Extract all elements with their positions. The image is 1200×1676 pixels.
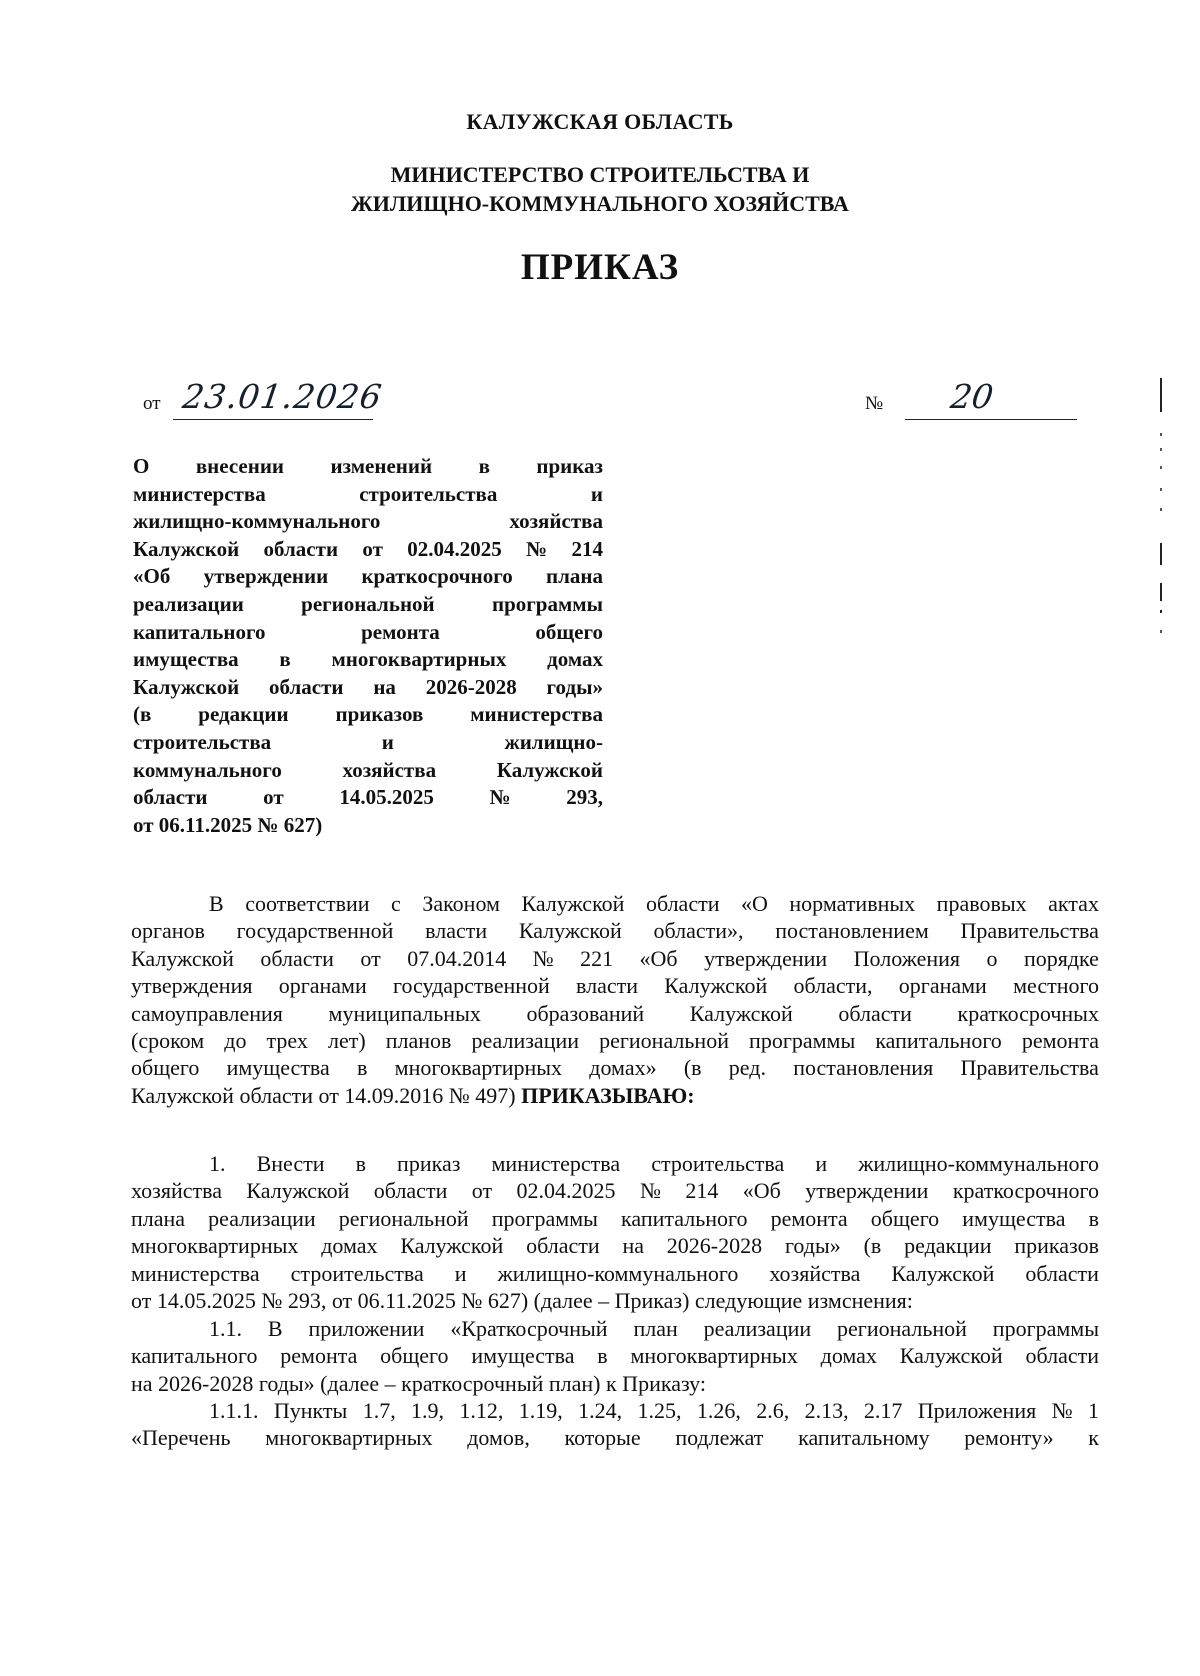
word: 1.1.1. xyxy=(209,1398,259,1423)
word: которые xyxy=(564,1425,641,1451)
number-field xyxy=(865,377,1085,423)
subject-word: домах xyxy=(547,647,603,672)
subject-word: 293, xyxy=(566,785,603,810)
word: Пункты xyxy=(273,1398,348,1423)
subject-word: редакции xyxy=(198,702,289,727)
word: Калужской xyxy=(689,1000,793,1026)
word: 1.24, xyxy=(578,1398,623,1423)
word: утверждении xyxy=(805,1178,929,1204)
subject-word: годы» xyxy=(546,674,603,699)
subject-block xyxy=(133,453,603,839)
word: 1.19, xyxy=(518,1398,563,1423)
text-line xyxy=(131,890,1099,917)
subject-word: приказов xyxy=(335,702,424,727)
date-prefix: от xyxy=(143,393,161,414)
subject-word: 214 xyxy=(571,536,603,561)
word: с xyxy=(391,891,401,916)
subject-word: изменений xyxy=(330,454,433,478)
word: В xyxy=(209,891,224,916)
word: В xyxy=(267,1316,283,1341)
word: программы xyxy=(491,1205,598,1231)
subject-word: коммунального xyxy=(133,757,282,782)
word: министерства xyxy=(491,1151,621,1176)
subject-word: от xyxy=(362,536,383,561)
subject-word: министерства xyxy=(133,481,266,506)
region-heading: КАЛУЖСКАЯ ОБЛАСТЬ xyxy=(466,109,734,134)
word: хозяйства xyxy=(131,1178,222,1204)
subject-word: плана xyxy=(545,564,603,589)
word: 02.04.2025 xyxy=(516,1178,616,1204)
subject-word: краткосрочного xyxy=(361,564,513,589)
word: на xyxy=(622,1233,644,1259)
word: 221 xyxy=(580,945,614,971)
paragraph-last-text: Калужской области от 14.09.2016 № 497) xyxy=(131,1082,522,1108)
word: № xyxy=(639,1178,661,1204)
word: домах xyxy=(321,1233,378,1259)
subject-word: (в xyxy=(133,702,152,727)
document-type-title: ПРИКАЗ xyxy=(520,247,680,288)
word: реализации xyxy=(471,1027,580,1053)
word: домах xyxy=(820,1343,877,1369)
subject-word: программы xyxy=(491,591,603,616)
date-underline xyxy=(173,419,373,420)
word: хозяйства xyxy=(769,1260,861,1286)
word: (сроком xyxy=(131,1027,205,1053)
word: о xyxy=(986,945,998,971)
word: домах» xyxy=(589,1055,657,1081)
subject-word: и xyxy=(590,481,603,506)
handwritten-date: 23.01.2026 xyxy=(180,377,385,416)
word: годы» xyxy=(784,1233,841,1259)
word: программы xyxy=(749,1027,856,1053)
word: Калужской xyxy=(521,891,625,916)
subject-word: реализации xyxy=(133,591,244,616)
word: «Об xyxy=(742,1178,781,1204)
word: власти xyxy=(576,973,639,999)
word: от xyxy=(360,945,381,971)
word: (в xyxy=(683,1055,702,1081)
subject-word: строительства xyxy=(359,481,498,506)
subject-word: области xyxy=(269,674,344,699)
word: имущества xyxy=(226,1055,330,1081)
word: «Краткосрочный xyxy=(450,1316,608,1341)
subject-word: хозяйства xyxy=(342,757,437,782)
word: региональной xyxy=(338,1205,469,1231)
word: капитального xyxy=(131,1343,258,1369)
text-line xyxy=(131,1232,1099,1259)
subject-word: № xyxy=(489,785,511,810)
subject-word: в xyxy=(279,647,291,672)
word: образований xyxy=(526,1000,645,1026)
word: многоквартирных xyxy=(630,1343,798,1369)
word: ремонта xyxy=(280,1343,358,1369)
word: области xyxy=(1025,1343,1099,1369)
ministry-heading xyxy=(0,160,1200,218)
subject-word: внесении xyxy=(195,454,285,478)
subject-line xyxy=(133,784,603,812)
word: области, xyxy=(793,973,873,999)
subject-word: 14.05.2025 xyxy=(339,785,434,810)
word: строительства xyxy=(290,1260,424,1286)
word: редакции xyxy=(904,1233,992,1259)
word: реализации xyxy=(208,1205,316,1231)
word: актах xyxy=(1048,891,1099,916)
word: строительства xyxy=(651,1151,785,1176)
word: 214 xyxy=(685,1178,719,1204)
word: № xyxy=(1051,1398,1073,1423)
word: 1.7, xyxy=(362,1398,396,1423)
preamble-paragraph xyxy=(131,890,1099,1109)
word: постановлением xyxy=(775,918,929,944)
text-line xyxy=(131,1205,1099,1232)
word: органами xyxy=(898,973,987,999)
subject-word: и xyxy=(381,729,394,754)
word: в xyxy=(597,1343,608,1369)
word: капитального xyxy=(621,1205,748,1231)
item-1-1-1-paragraph xyxy=(131,1397,1099,1452)
word: общего xyxy=(380,1343,449,1369)
word: многоквартирных xyxy=(394,1055,563,1081)
word: ремонта xyxy=(770,1205,848,1231)
subject-word: жилищно- xyxy=(504,729,603,754)
word: области xyxy=(645,891,720,916)
word: от xyxy=(471,1178,493,1204)
subject-line xyxy=(133,453,603,481)
word: плана xyxy=(131,1205,186,1231)
word: Калужской xyxy=(131,945,234,971)
subject-word: «Об xyxy=(133,564,171,589)
word: жилищно-коммунального xyxy=(497,1260,739,1286)
word: государственной xyxy=(393,973,550,999)
word: общего xyxy=(870,1205,940,1231)
text-line xyxy=(131,1150,1099,1177)
word: 07.04.2014 xyxy=(407,945,507,971)
subject-word: утверждении xyxy=(203,564,329,589)
word: общего xyxy=(131,1055,200,1081)
word: органами xyxy=(278,973,367,999)
word: к xyxy=(1088,1425,1099,1451)
text-line xyxy=(131,1315,1099,1342)
word: в xyxy=(355,1151,366,1176)
word: капитального xyxy=(875,1027,1002,1053)
word: 2.13, xyxy=(804,1398,849,1423)
word: (в xyxy=(863,1233,882,1259)
word: Положения xyxy=(853,945,961,971)
subject-word: хозяйства xyxy=(509,509,603,534)
subject-line xyxy=(133,757,603,785)
subject-line xyxy=(133,646,603,674)
word: государственной xyxy=(236,918,394,944)
subject-line xyxy=(133,563,603,591)
word: программы xyxy=(992,1316,1099,1341)
word: утверждения xyxy=(131,973,253,999)
word: области xyxy=(1025,1260,1099,1286)
word: 1.25, xyxy=(637,1398,682,1423)
subject-word: области xyxy=(133,785,208,810)
word: соответствии xyxy=(245,891,370,916)
subject-word: в xyxy=(478,454,490,478)
text-line xyxy=(131,1397,1099,1424)
word: ремонта xyxy=(1021,1027,1099,1053)
subject-line xyxy=(133,481,603,509)
command-word: ПРИКАЗЫВАЮ: xyxy=(521,1082,695,1108)
subject-word: 02.04.2025 xyxy=(407,536,502,561)
text-line xyxy=(131,1000,1099,1027)
handwritten-number: 20 xyxy=(948,377,996,416)
word: и xyxy=(454,1260,467,1286)
subject-line xyxy=(133,619,603,647)
text-line xyxy=(131,1260,1099,1287)
subject-word: капитального xyxy=(133,619,266,644)
subject-word: № xyxy=(526,536,548,561)
number-underline xyxy=(905,419,1077,420)
word: приложении xyxy=(308,1316,425,1341)
word: 1.9, xyxy=(411,1398,445,1423)
word: краткосрочного xyxy=(952,1178,1099,1204)
word: нормативных xyxy=(789,891,916,916)
word: и xyxy=(815,1151,828,1176)
word: Калужской xyxy=(891,1260,995,1286)
subject-line xyxy=(133,591,603,619)
word: области», xyxy=(653,918,744,944)
word: утверждении xyxy=(704,945,828,971)
word: 1 xyxy=(1087,1398,1099,1423)
word: области xyxy=(526,1233,600,1259)
text-line xyxy=(131,972,1099,999)
word: органов xyxy=(131,918,205,944)
subject-word: Калужской xyxy=(133,674,240,699)
word: Калужской xyxy=(246,1178,350,1204)
word: ред. xyxy=(728,1055,766,1081)
subject-line xyxy=(133,701,603,729)
word: «О xyxy=(741,891,768,916)
subject-word: на xyxy=(373,674,396,699)
paragraph-last-text: от 14.05.2025 № 293, от 06.11.2025 № 627) (далее – Приказ) следующие измснения: xyxy=(131,1287,913,1313)
text-line-last xyxy=(131,1370,1099,1397)
word: самоуправления xyxy=(131,1000,283,1026)
subject-word: строительства xyxy=(133,729,272,754)
item-1-1-paragraph xyxy=(131,1315,1099,1397)
word: 1.1. xyxy=(209,1316,242,1341)
subject-line xyxy=(133,508,603,536)
subject-word: общего xyxy=(535,619,603,644)
word: в xyxy=(1088,1205,1099,1231)
word: краткосрочных xyxy=(957,1000,1099,1026)
text-line xyxy=(131,1027,1099,1054)
text-line xyxy=(131,1342,1099,1369)
word: региональной xyxy=(599,1027,729,1053)
text-line xyxy=(131,1424,1099,1451)
word: 2026-2028 xyxy=(666,1233,763,1259)
word: Калужской xyxy=(518,918,622,944)
word: Внести xyxy=(256,1151,325,1176)
word: капитальному xyxy=(798,1425,930,1451)
scan-edge-marks xyxy=(1158,378,1166,648)
word: в xyxy=(357,1055,368,1081)
word: 2.6, xyxy=(756,1398,790,1423)
word: Правительства xyxy=(960,1055,1099,1081)
word: трех xyxy=(266,1027,308,1053)
word: приказ xyxy=(397,1151,461,1176)
word: правовых xyxy=(936,891,1027,916)
word: имущества xyxy=(962,1205,1066,1231)
word: 1. xyxy=(209,1151,226,1176)
word: «Об xyxy=(639,945,678,971)
subject-word: от xyxy=(263,785,284,810)
word: Калужской xyxy=(664,973,768,999)
subject-word: региональной xyxy=(301,591,435,616)
word: региональной xyxy=(837,1316,967,1341)
text-line-last xyxy=(131,1287,1099,1314)
word: постановления xyxy=(793,1055,934,1081)
word: реализации xyxy=(703,1316,812,1341)
text-line xyxy=(131,917,1099,944)
word: области xyxy=(260,945,334,971)
word: домов, xyxy=(467,1425,530,1451)
subject-line xyxy=(133,536,603,564)
text-line xyxy=(131,1054,1099,1081)
word: 1.26, xyxy=(696,1398,741,1423)
subject-word: ремонта xyxy=(361,619,440,644)
subject-word: приказ xyxy=(536,454,603,478)
subject-line xyxy=(133,729,603,757)
word: министерства xyxy=(131,1260,260,1286)
subject-word: многоквартирных xyxy=(331,647,507,672)
date-field xyxy=(143,377,385,423)
word: порядке xyxy=(1023,945,1099,971)
word: № xyxy=(532,945,554,971)
word: местного xyxy=(1013,973,1099,999)
word: Калужской xyxy=(899,1343,1003,1369)
subject-line xyxy=(133,674,603,702)
word: 1.12, xyxy=(459,1398,504,1423)
ministry-line-1: МИНИСТЕРСТВО СТРОИТЕЛЬСТВА И xyxy=(390,162,810,187)
word: до xyxy=(224,1027,247,1053)
subject-word: от 06.11.2025 № 627) xyxy=(133,812,323,837)
number-prefix: № xyxy=(865,393,884,414)
word: жилищно-коммунального xyxy=(858,1151,1099,1176)
text-line-last xyxy=(131,1082,1099,1109)
subject-line xyxy=(133,812,603,840)
text-line xyxy=(131,1177,1099,1204)
text-line xyxy=(131,945,1099,972)
word: Калужской xyxy=(400,1233,504,1259)
word: подлежат xyxy=(675,1425,764,1451)
word: власти xyxy=(425,918,488,944)
subject-word: Калужской xyxy=(496,757,603,782)
paragraph-last-text: на 2026-2028 годы» (далее – краткосрочный план) к Приказу: xyxy=(131,1370,707,1396)
subject-word: министерства xyxy=(470,702,603,727)
word: многоквартирных xyxy=(265,1425,433,1451)
word: муниципальных xyxy=(328,1000,481,1026)
ministry-line-2: ЖИЛИЩНО-КОММУНАЛЬНОГО ХОЗЯЙСТВА xyxy=(351,191,849,216)
subject-word: Калужской xyxy=(133,536,240,561)
word: Законом xyxy=(422,891,500,916)
subject-word: жилищно-коммунального xyxy=(133,509,381,534)
word: Приложения xyxy=(917,1398,1037,1423)
word: приказов xyxy=(1014,1233,1099,1259)
word: планов xyxy=(385,1027,452,1053)
word: Правительства xyxy=(960,918,1099,944)
subject-word: 2026-2028 xyxy=(425,674,517,699)
word: многоквартирных xyxy=(131,1233,299,1259)
subject-word: области xyxy=(263,536,339,561)
item-1-paragraph xyxy=(131,1150,1099,1314)
subject-word: О xyxy=(133,454,150,478)
word: имущества xyxy=(471,1343,575,1369)
word: области xyxy=(838,1000,912,1026)
subject-word: имущества xyxy=(133,647,239,672)
word: лет) xyxy=(327,1027,366,1053)
word: «Перечень xyxy=(131,1425,231,1451)
word: области xyxy=(373,1178,448,1204)
word: ремонту» xyxy=(964,1425,1054,1451)
word: 2.17 xyxy=(863,1398,903,1423)
word: план xyxy=(633,1316,678,1341)
